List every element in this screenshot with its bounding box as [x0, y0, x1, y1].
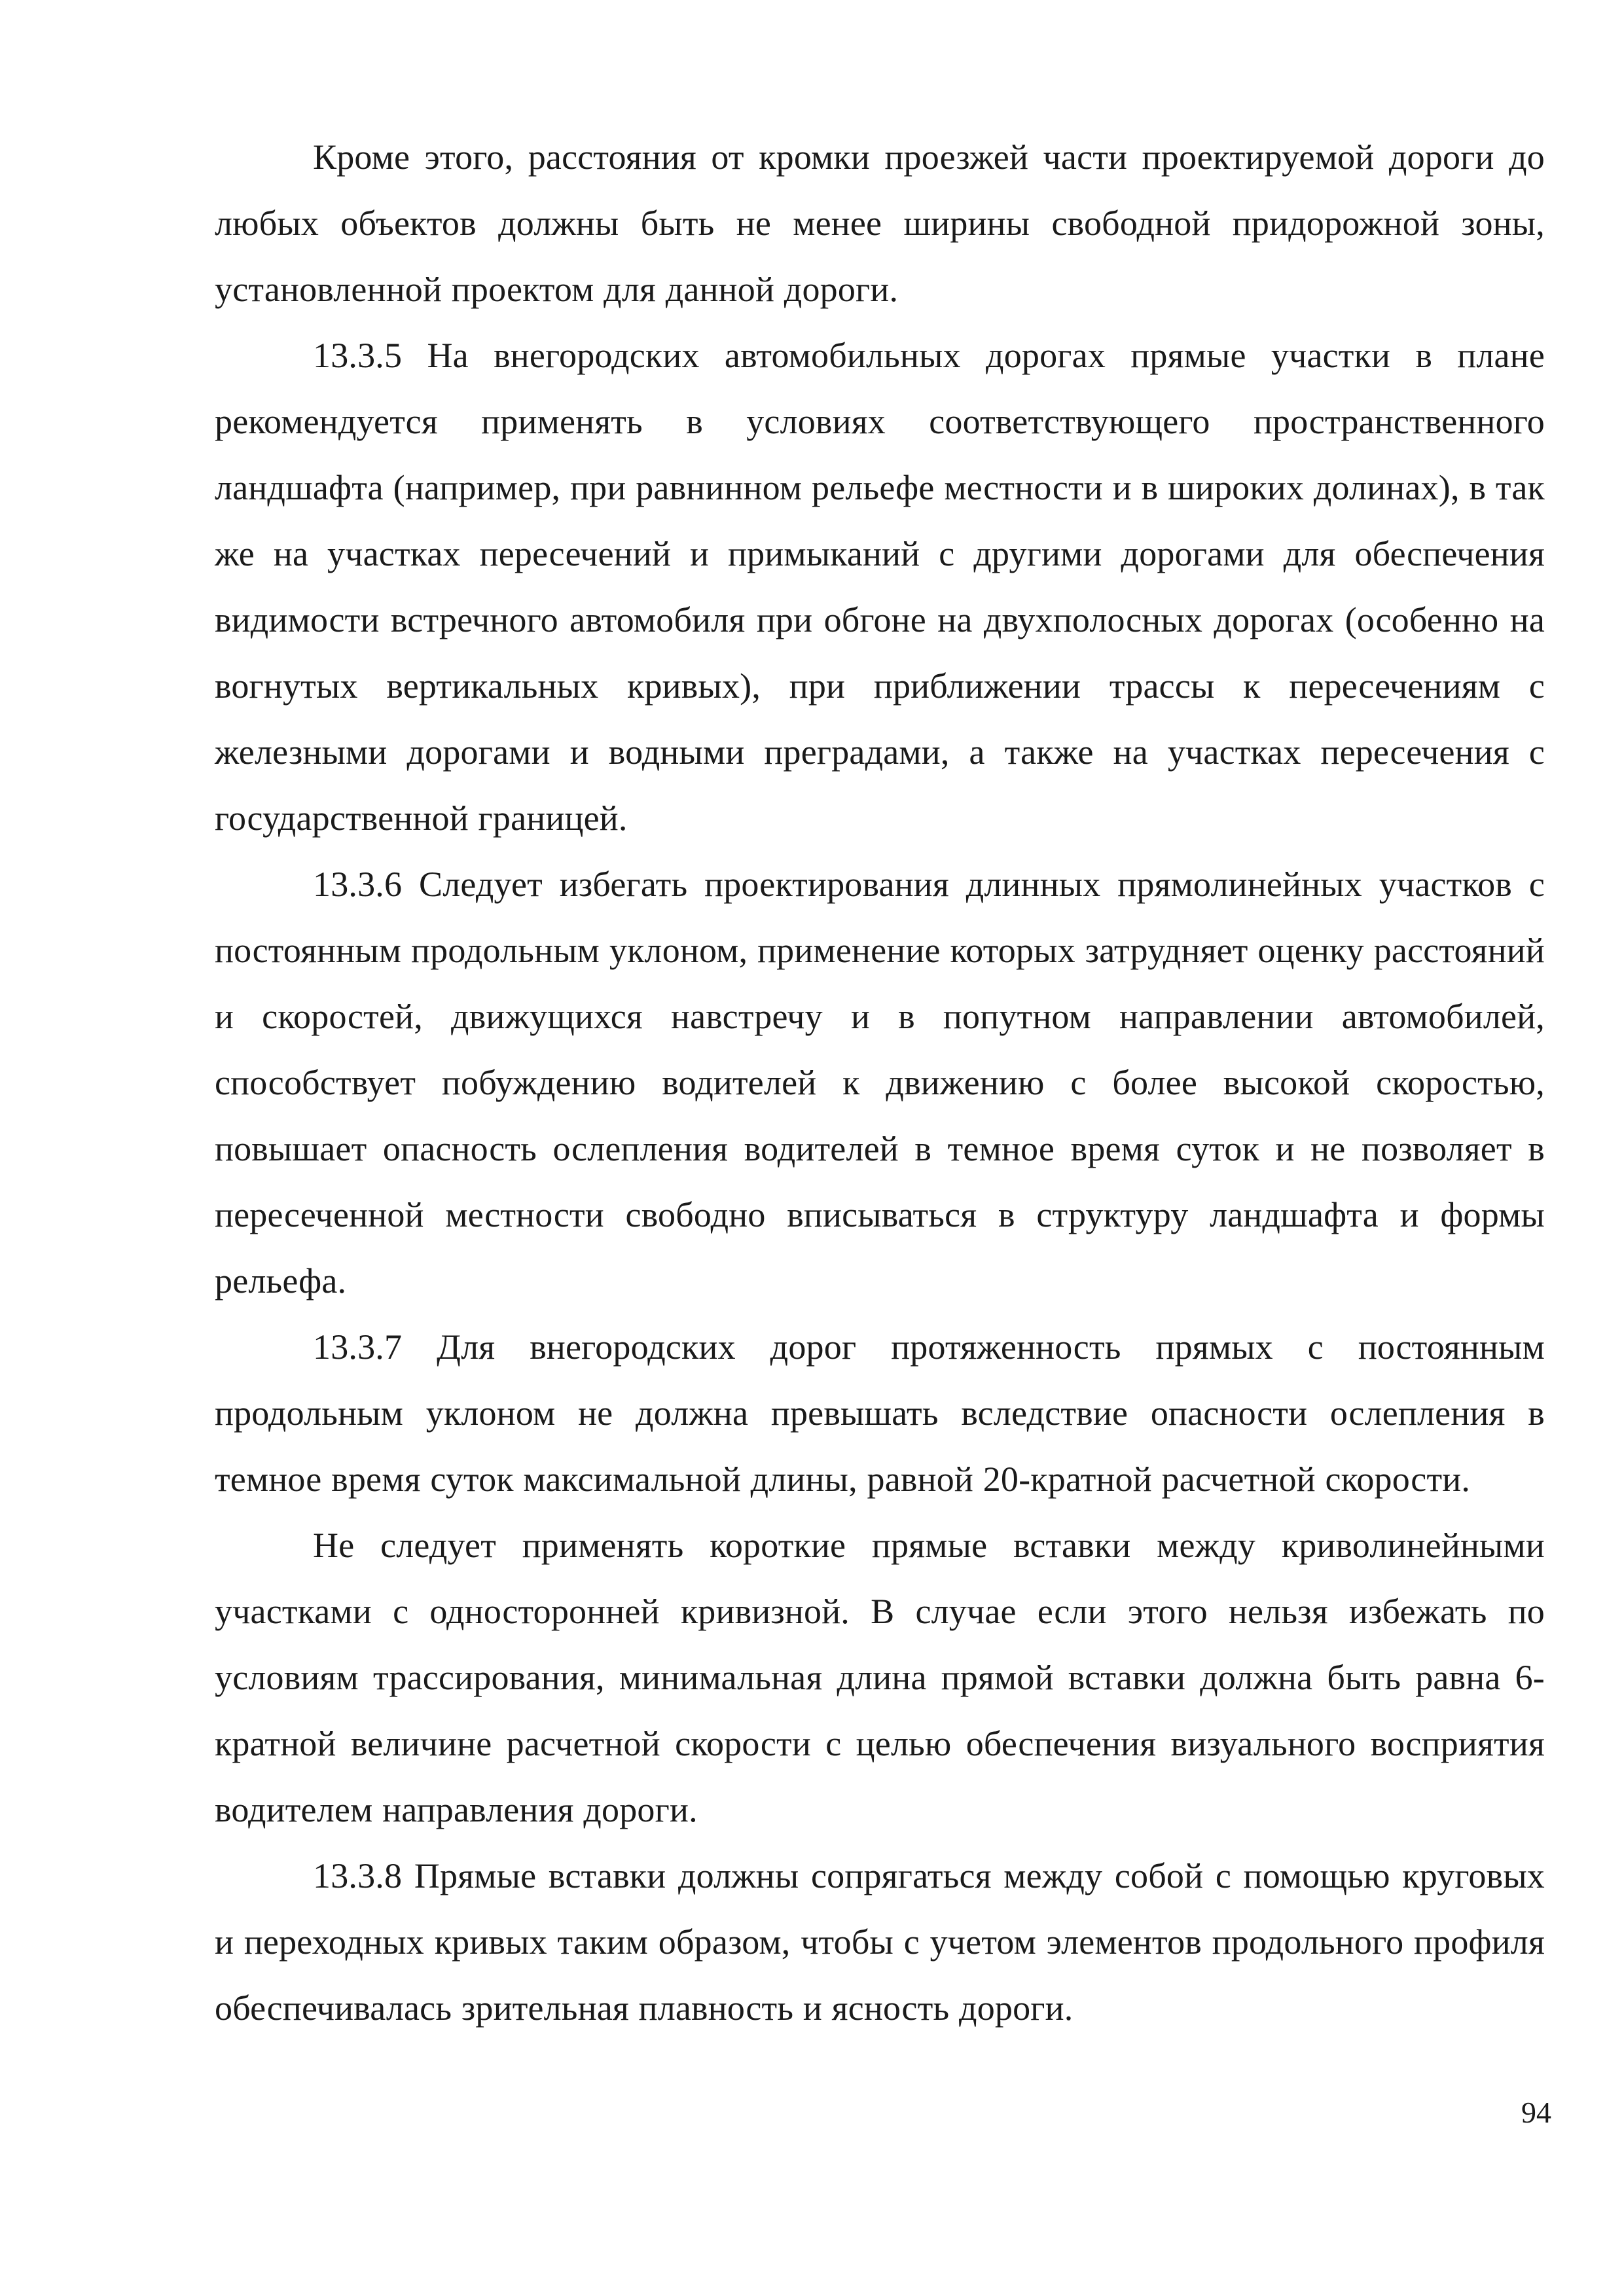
- document-page: [215, 124, 1545, 2041]
- paragraph-13-3-5: 13.3.5 На внегородских автомобильных дорогах прямые участки в плане рекомендуется применять в условиях соответствующего пространственного ландшафта (например, при равнинном рельефе местности и в широких долинах), в так же на участках пересечений и примыканий с другими дорогами для обеспечения видимости встречного автомобиля при обгоне на двухполосных дорогах (особенно на вогнутых вертикальных кривых), при приближении трассы к пересечениям с железными дорогами и водными преградами, а также на участках пересечения с государственной границей.: [215, 336, 1545, 838]
- paragraph-short-inserts: Не следует применять короткие прямые вставки между криволинейными участками с односторонней кривизной. В случае если этого нельзя избежать по условиям трассирования, минимальная длина прямой вставки должна быть равна 6-кратной величине расчетной скорости с целью обеспечения визуального восприятия водителем направления дороги.: [215, 1526, 1545, 1829]
- paragraph-13-3-6: 13.3.6 Следует избегать проектирования длинных прямолинейных участков с постоянным продольным уклоном, применение которых затрудняет оценку расстояний и скоростей, движущихся навстречу и в попутном направлении автомобилей, способствует побуждению водителей к движению с более высокой скоростью, повышает опасность ослепления водителей в темное время суток и не позволяет в пересеченной местности свободно вписываться в структуру ландшафта и формы рельефа.: [215, 865, 1545, 1300]
- paragraph-13-3-8: 13.3.8 Прямые вставки должны сопрягаться между собой с помощью круговых и переходных кривых таким образом, чтобы с учетом элементов продольного профиля обеспечивалась зрительная плавность и ясность дороги.: [215, 1856, 1545, 2028]
- page-number: 94: [1521, 2096, 1551, 2129]
- paragraph-roadside-distance: Кроме этого, расстояния от кромки проезжей части проектируемой дороги до любых объектов должны быть не менее ширины свободной придорожной зоны, установленной проектом для данной дороги.: [215, 137, 1545, 309]
- paragraph-13-3-7: 13.3.7 Для внегородских дорог протяженность прямых с постоянным продольным уклоном не должна превышать вследствие опасности ослепления в темное время суток максимальной длины, равной 20-кратной расчетной скорости.: [215, 1327, 1545, 1499]
